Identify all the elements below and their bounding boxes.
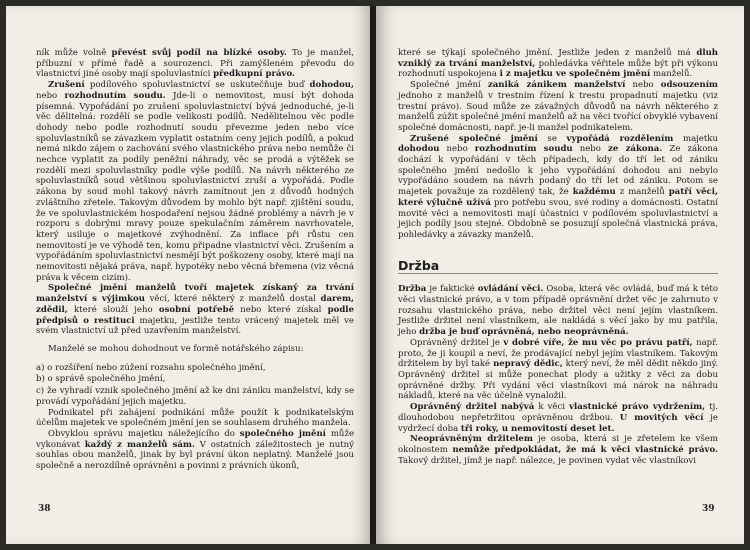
text-run: Společné jmění xyxy=(410,80,488,91)
bold-text-run: každému xyxy=(572,187,616,198)
bold-text-run: Zrušené společné jmění xyxy=(410,133,538,144)
bold-text-run: v dobré víře, že mu věc po právu patří, xyxy=(503,337,693,348)
text-run: např. proto, že ji koupil a neví, že prodávající nebyl jejím vlastníkem. Takovým držitelem by byl také xyxy=(398,337,719,370)
bold-text-run: osobní potřebě xyxy=(158,304,235,315)
bold-text-run: vypořádá rozdělením xyxy=(566,133,674,144)
text-run: nebo xyxy=(625,80,661,91)
text-run: Oprávněný držitel je xyxy=(410,337,504,348)
text-run: nebo xyxy=(36,90,65,101)
text-run: je osoba, která si je zřetelem ke všem okolnostem xyxy=(398,434,719,455)
text-run: To je manžel, příbuzní v přímé řadě a sourozenci. Při zamýšleném převodu do vlastnictví jiné osoby mají spoluvlastníci xyxy=(36,48,354,80)
text-run: Jde-li o nemovitost, musí být dohoda písemná. Vypořádání po zrušení spoluvlastnictví bývá jednoduché, je-li věc dělitelná: rozdělí se podle velikosti podílů. Nedělitelnou věc podle dohody nebo podle rozhodnutí soudu převezme jeden nebo více spoluvlastníků se závazkem vyplatit ostatním ceny jejich podílů, a pokud nemá nikdo zájem o zachování svého vlastnického práva nebo nemůže či nechce vyplatit za podíly peněžní náhrady, věc se prodá a výtěžek se rozdělí mezi spoluvlastníky podle výše podílů. Na návrh některého ze spoluvlastníků soud většinou spoluvlastnictví zruší a vypořádá. Podle zákona by soud mohl takový návrh zamítnout jen z důvodů hodných zvláštního zřetele. Takovým důvodem by mohlo být např. zjištění soudu, že ve spoluvlastnickém hospodaření nejsou žádné problémy a návrh je v rozporu s dobrými mravy pouze spekulačním záměrem navrhovatele, který usiluje o majetkové zvýhodnění. Za inflace při růstu cen nemovitostí je ve výhodě ten, komu připadne vlastnictví věci. Zrušením a vypořádáním spoluvlastnictví nesmějí být poškozeny osoby, které mají na nemovitosti nějaká práva, např. hypotéky nebo věcná břemena (viz věcná práva k věcem cizím). xyxy=(36,90,354,283)
text-run: pro potřebu svou, své rodiny a domácnosti. Ostatní movité věci a nemovitosti mají účastníci v podílovém spoluvlastnictví a jejich podíly jsou stejné. Obdobně se posuzují společná vlastnická práva, pohledávky a závazky manželů. xyxy=(398,197,718,240)
text-run: c) že vyhradí vznik společného jmění až ke dni zániku manželství, kdy se provádí vypořádání jejich majetku. xyxy=(36,386,354,407)
text-run: je faktické xyxy=(426,284,478,295)
bold-text-run: společného jmění xyxy=(239,428,326,439)
bold-text-run: Neoprávněným držitelem xyxy=(410,434,533,445)
bold-text-run: ze zákona. xyxy=(607,144,663,155)
bold-text-run: nepravý dědic, xyxy=(493,359,563,370)
text-run: nebo které získal xyxy=(234,304,328,315)
bold-text-run: U movitých věcí xyxy=(619,412,704,423)
text-run: a) o rozšíření nebo zúžení rozsahu společného jmění, xyxy=(36,362,266,373)
paragraph xyxy=(398,48,718,80)
bold-text-run: zaniká zánikem manželství xyxy=(487,80,626,91)
text-run: podílového spoluvlastnictví se uskutečňuje buď xyxy=(84,80,310,91)
bold-text-run: Držba xyxy=(398,284,427,295)
bold-text-run: rozhodnutím soudu xyxy=(474,144,573,155)
bold-text-run: nemůže předpokládat, že má k věci vlastnické právo. xyxy=(452,444,718,455)
book-spread xyxy=(6,6,744,544)
paragraph xyxy=(398,338,718,402)
text-run: věcí, které některý z manželů dostal xyxy=(144,294,321,305)
paragraph xyxy=(398,134,718,241)
text-run: které slouží jeho xyxy=(67,304,159,315)
text-run: může vykonávat xyxy=(36,428,354,450)
text-run: nebo xyxy=(572,144,608,155)
paragraph xyxy=(36,344,354,355)
text-run: tj. dlouhodobou nepřetržitou oprávněnou držbou. xyxy=(398,402,718,423)
bold-text-run: odsouzením xyxy=(660,80,718,91)
paragraph xyxy=(398,434,718,466)
paragraph xyxy=(398,80,718,134)
bold-text-run: i z majetku ve společném jmění xyxy=(499,69,651,80)
bold-text-run: dohodou xyxy=(398,144,440,155)
text-run: je vydržecí doba xyxy=(398,412,718,434)
bold-text-run: Společné jmění manželů tvoří majetek získaný za trvání manželství s výjimkou xyxy=(36,283,354,305)
bold-text-run: ovládání věci. xyxy=(477,284,544,295)
text-run: Ze zákona dochází k vypořádání v těch případech, kdy do tří let od zániku společného jmění nedošlo k jeho vypořádání dohodou ani nebylo vypořádáno soudem na návrh podaný do tří let od zániku. Potom se majetek považuje za rozdělený tak, že xyxy=(398,144,718,198)
bold-text-run: vlastnické právo vydržením, xyxy=(569,402,706,413)
right-page-text xyxy=(398,48,718,466)
text-run: b) o správě společného jmění, xyxy=(36,374,166,385)
bold-text-run: dluh vzniklý za trvání manželství, xyxy=(398,48,718,69)
text-run: majetku, jestliže tento vrácený majetek měl ve svém vlastnictví už před uzavřením manželství. xyxy=(36,315,354,337)
right-page xyxy=(376,6,744,544)
bold-text-run: podle předpisů o restituci xyxy=(36,304,354,326)
paragraph xyxy=(36,48,354,80)
bold-text-run: darem, zdědil, xyxy=(36,294,354,315)
paragraph xyxy=(398,284,718,338)
text-run: Podnikatel při zahájení podnikání může použít k podnikatelským účelům majetek ve společném jmění jen se souhlasem druhého manžela. xyxy=(36,407,354,429)
bold-text-run: dohodou, xyxy=(309,80,354,91)
bold-text-run: předkupní právo. xyxy=(213,69,296,80)
right-text-before-heading xyxy=(398,48,718,241)
text-run: které se týkají společného jmění. Jestliže jeden z manželů má xyxy=(398,48,697,58)
bold-text-run: Zrušení xyxy=(48,80,85,91)
text-run: Obvyklou správu majetku náležejícího do xyxy=(48,428,240,439)
text-run: ník může volně xyxy=(36,48,112,58)
left-page-number: 38 xyxy=(38,504,51,514)
text-run: manželů. xyxy=(650,69,693,80)
text-run: nebo xyxy=(439,144,475,155)
text-run: jednoho z manželů v trestním řízení k trestu propadnutí majetku (viz trestní právo). Soud může ze závažných důvodů na návrh některého z manželů zúžit společné jmění manželů až na věci tvořící obvyklé vybavení společné domácnosti, např. je-li manžel podnikatelem. xyxy=(398,90,718,133)
bold-text-run: převést svůj podíl na blízké osoby. xyxy=(111,48,287,58)
text-run: pohledávka věřitele může být při výkonu rozhodnutí uspokojena xyxy=(398,58,718,80)
text-run: který neví, že měl dědit někdo jiný. Oprávněný držitel si může ponechat plody a užitky z věci za dobu oprávněné držby. Při vydání věci vlastníkovi má nárok na náhradu nákladů, které na věc účelně vynaložil. xyxy=(398,359,718,402)
paragraph xyxy=(36,408,354,429)
text-run: Manželé se mohou dohodnout ve formě notářského zápisu: xyxy=(48,343,304,354)
paragraph xyxy=(36,363,354,374)
paragraph xyxy=(36,386,354,407)
bold-text-run: Oprávněný držitel nabývá xyxy=(410,402,535,413)
right-text-after-heading xyxy=(398,284,718,466)
text-run: se xyxy=(537,133,567,144)
text-run: z manželů xyxy=(615,187,669,198)
text-run: Osoba, která věc ovládá, buď má k této věci vlastnické právo, a v tom případě oprávnění držet věc je zahrnuto v rozsahu vlastnického práva, nebo držitel věci není jejím vlastníkem. Jestliže držitel není vlastníkem, ale nakládá s věcí jako by mu patřila, jeho xyxy=(398,284,718,338)
paragraph xyxy=(398,402,718,434)
text-run: V ostatních záležitostech je nutný souhlas obou manželů, jinak by byl právní úkon neplatný. Manželé jsou společně a nerozdílně oprávněni a povinni z právních úkonů, xyxy=(36,439,354,472)
bold-text-run: každý z manželů sám. xyxy=(84,439,195,450)
text-run: majetku xyxy=(673,133,718,144)
bold-text-run: patří věci, které výlučně užívá xyxy=(398,187,718,208)
paragraph xyxy=(36,283,354,337)
paragraph xyxy=(36,429,354,472)
left-page-text xyxy=(36,48,354,472)
bold-text-run: rozhodnutím soudu. xyxy=(64,90,166,101)
text-run: Takový držitel, jímž je např. nálezce, je povinen vydat věc vlastníkovi xyxy=(398,455,696,466)
text-run: k věci xyxy=(534,402,570,413)
section-heading: Držba xyxy=(398,261,718,275)
right-page-number: 39 xyxy=(702,504,715,514)
paragraph xyxy=(36,80,354,283)
bold-text-run: tři roky, u nemovitostí deset let. xyxy=(460,423,615,434)
left-page xyxy=(6,6,372,544)
bold-text-run: držba je buď oprávněná, nebo neoprávněná. xyxy=(419,327,629,338)
paragraph xyxy=(36,374,354,385)
